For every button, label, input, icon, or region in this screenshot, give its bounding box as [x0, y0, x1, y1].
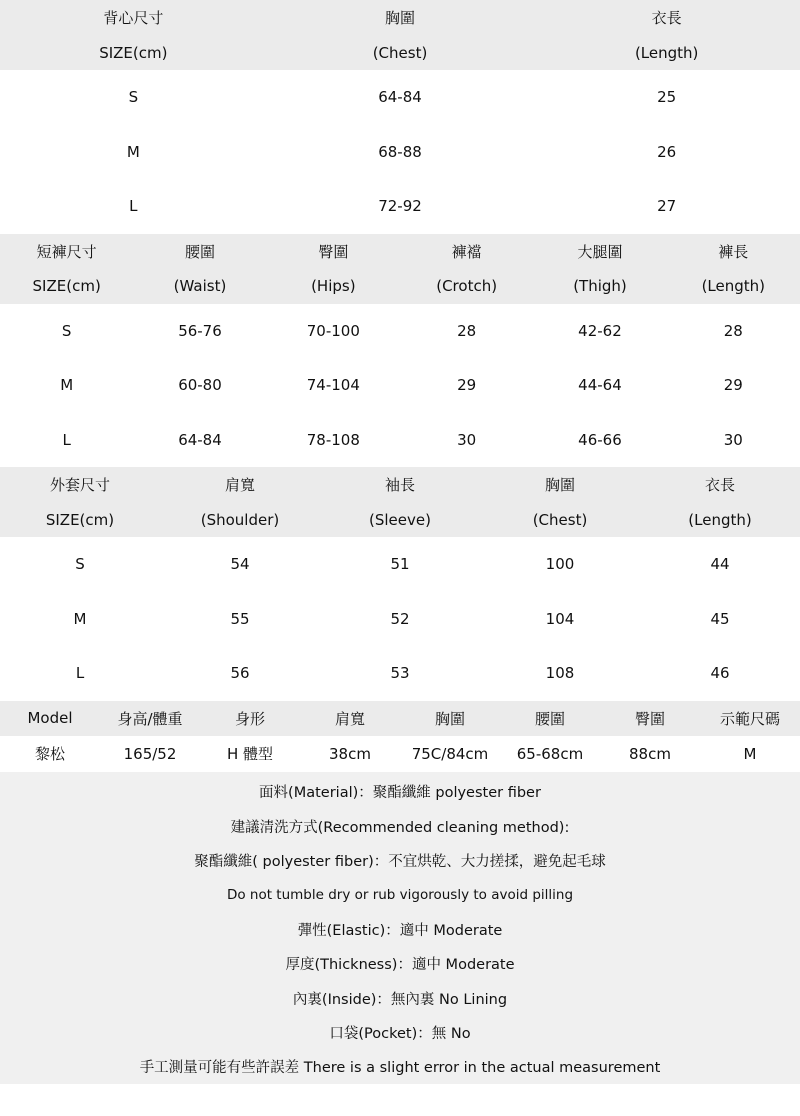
shorts-header-hips-en: (Hips) [311, 277, 356, 295]
waist-cell: 64-84 [178, 430, 222, 449]
chest-cell: 100 [545, 555, 575, 574]
model-hips-cell: 88cm [629, 744, 671, 763]
table-row [0, 537, 800, 592]
vest-header-length: 衣長 [651, 9, 682, 27]
length-cell: 30 [723, 430, 743, 449]
model-size-cell: M [743, 744, 757, 763]
size-cell: L [75, 664, 85, 683]
shoulder-cell: 54 [230, 555, 250, 574]
thigh-cell: 42-62 [578, 321, 622, 340]
vest-header-chest: 胸圍 [385, 9, 416, 27]
measurement-error-note: 手工測量可能有些許誤差 There is a slight error in the actual measurement [139, 1060, 661, 1077]
thigh-cell: 46-66 [578, 430, 622, 449]
model-table-header [0, 701, 800, 737]
shorts-header-hips: 臀圍 [318, 242, 349, 261]
size-cell: S [75, 555, 85, 574]
table-row [0, 179, 800, 234]
model-name-cell: 黎松 [34, 745, 65, 764]
model-shoulder-cell: 38cm [329, 744, 371, 763]
elastic-note: 彈性(Elastic)：適中 Moderate [297, 922, 503, 939]
shorts-header-size: 短褲尺寸 [36, 242, 97, 261]
size-cell: S [61, 321, 72, 340]
length-cell: 26 [657, 142, 677, 161]
model-header-name: Model [27, 709, 73, 728]
shorts-header-zh-row [0, 234, 800, 269]
material-note: 面料(Material)：聚酯纖維 polyester fiber [259, 785, 541, 802]
chest-cell: 68-88 [378, 142, 422, 161]
table-row [0, 304, 800, 359]
vest-table-body [0, 70, 800, 234]
jacket-header-length-en: (Length) [688, 510, 752, 529]
vest-header-zh-row [0, 0, 800, 35]
hips-cell: 78-108 [306, 430, 360, 449]
jacket-header-en-row [0, 502, 800, 537]
model-height-weight-cell: 165/52 [123, 744, 177, 763]
crotch-cell: 28 [457, 321, 477, 340]
model-body-type-cell: H 體型 [226, 745, 274, 764]
cleaning-note-zh: 聚酯纖維( polyester fiber)：不宜烘乾、大力搓揉，避免起毛球 [194, 853, 606, 870]
vest-header-en-row [0, 35, 800, 70]
shorts-header-length-en: (Length) [701, 277, 766, 295]
jacket-table-body [0, 537, 800, 701]
jacket-header-sleeve: 袖長 [384, 476, 415, 494]
jacket-table-header [0, 467, 800, 537]
shorts-header-crotch: 褲襠 [451, 242, 482, 261]
jacket-header-shoulder: 肩寬 [224, 476, 255, 494]
vest-header-length-en: (Length) [634, 43, 699, 62]
pocket-note: 口袋(Pocket)：無 No [329, 1025, 471, 1042]
length-cell: 29 [723, 376, 743, 395]
table-row [0, 646, 800, 701]
model-header-body-type: 身形 [234, 709, 265, 728]
model-header-chest: 胸圍 [434, 709, 465, 728]
table-row [0, 413, 800, 468]
size-cell: M [126, 142, 140, 161]
cleaning-note-en: Do not tumble dry or rub vigorously to avoid pilling [226, 886, 574, 903]
vest-header-size-en: SIZE(cm) [99, 43, 168, 62]
model-chest-cell: 75C/84cm [411, 744, 489, 763]
size-cell: L [62, 430, 71, 449]
chest-cell: 72-92 [378, 197, 422, 216]
jacket-header-zh-row [0, 467, 800, 502]
waist-cell: 60-80 [178, 376, 222, 395]
vest-header-chest-en: (Chest) [372, 43, 428, 62]
model-header-row [0, 701, 800, 737]
shorts-header-size-en: SIZE(cm) [32, 277, 101, 295]
table-row [0, 125, 800, 180]
model-header-height-weight: 身高/體重 [117, 709, 183, 728]
model-header-hips: 臀圍 [634, 709, 665, 728]
jacket-size-table [0, 467, 800, 701]
chest-cell: 64-84 [378, 88, 422, 107]
chest-cell: 104 [545, 609, 575, 628]
jacket-header-size: 外套尺寸 [49, 476, 110, 494]
shorts-header-waist-en: (Waist) [173, 277, 227, 295]
length-cell: 44 [710, 555, 730, 574]
shorts-header-thigh: 大腿圍 [577, 242, 623, 261]
chest-cell: 108 [545, 664, 575, 683]
vest-table-header [0, 0, 800, 70]
model-table-body [0, 736, 800, 772]
shoulder-cell: 56 [230, 664, 250, 683]
shorts-header-crotch-en: (Crotch) [436, 277, 498, 295]
sleeve-cell: 51 [390, 555, 410, 574]
size-cell: S [128, 88, 139, 107]
hips-cell: 74-104 [306, 376, 360, 395]
jacket-header-shoulder-en: (Shoulder) [200, 510, 280, 529]
model-info-table [0, 701, 800, 772]
size-cell: M [73, 609, 87, 628]
table-row [0, 592, 800, 647]
crotch-cell: 29 [457, 376, 477, 395]
thickness-note: 厚度(Thickness)：適中 Moderate [285, 957, 515, 974]
hips-cell: 70-100 [306, 321, 360, 340]
jacket-header-chest-en: (Chest) [532, 510, 588, 529]
shorts-table-header [0, 234, 800, 304]
sleeve-cell: 52 [390, 609, 410, 628]
shorts-header-length: 褲長 [718, 242, 749, 261]
vest-header-size: 背心尺寸 [103, 9, 164, 27]
jacket-header-chest: 胸圍 [544, 476, 575, 494]
product-notes [0, 772, 800, 1085]
thigh-cell: 44-64 [578, 376, 622, 395]
shoulder-cell: 55 [230, 609, 250, 628]
model-header-shoulder: 肩寬 [334, 709, 365, 728]
model-header-size: 示範尺碼 [719, 709, 780, 728]
crotch-cell: 30 [457, 430, 477, 449]
cleaning-method-title: 建議清洗方式(Recommended cleaning method): [230, 819, 570, 836]
length-cell: 46 [710, 664, 730, 683]
table-row [0, 736, 800, 772]
length-cell: 25 [657, 88, 677, 107]
size-cell: M [60, 376, 74, 395]
length-cell: 28 [723, 321, 743, 340]
jacket-header-length: 衣長 [704, 476, 735, 494]
lining-note: 內裏(Inside)：無內裏 No Lining [292, 991, 508, 1008]
length-cell: 45 [710, 609, 730, 628]
shorts-header-thigh-en: (Thigh) [573, 277, 627, 295]
table-row [0, 70, 800, 125]
jacket-header-sleeve-en: (Sleeve) [369, 510, 431, 529]
shorts-header-waist: 腰圍 [184, 242, 215, 261]
length-cell: 27 [657, 197, 677, 216]
table-row [0, 358, 800, 413]
shorts-table-body [0, 304, 800, 468]
sleeve-cell: 53 [390, 664, 410, 683]
size-cell: L [129, 197, 138, 216]
jacket-header-size-en: SIZE(cm) [45, 510, 115, 529]
model-header-waist: 腰圍 [534, 709, 565, 728]
shorts-header-en-row [0, 269, 800, 304]
vest-size-table [0, 0, 800, 234]
model-waist-cell: 65-68cm [516, 744, 584, 763]
shorts-size-table [0, 234, 800, 468]
waist-cell: 56-76 [178, 321, 222, 340]
